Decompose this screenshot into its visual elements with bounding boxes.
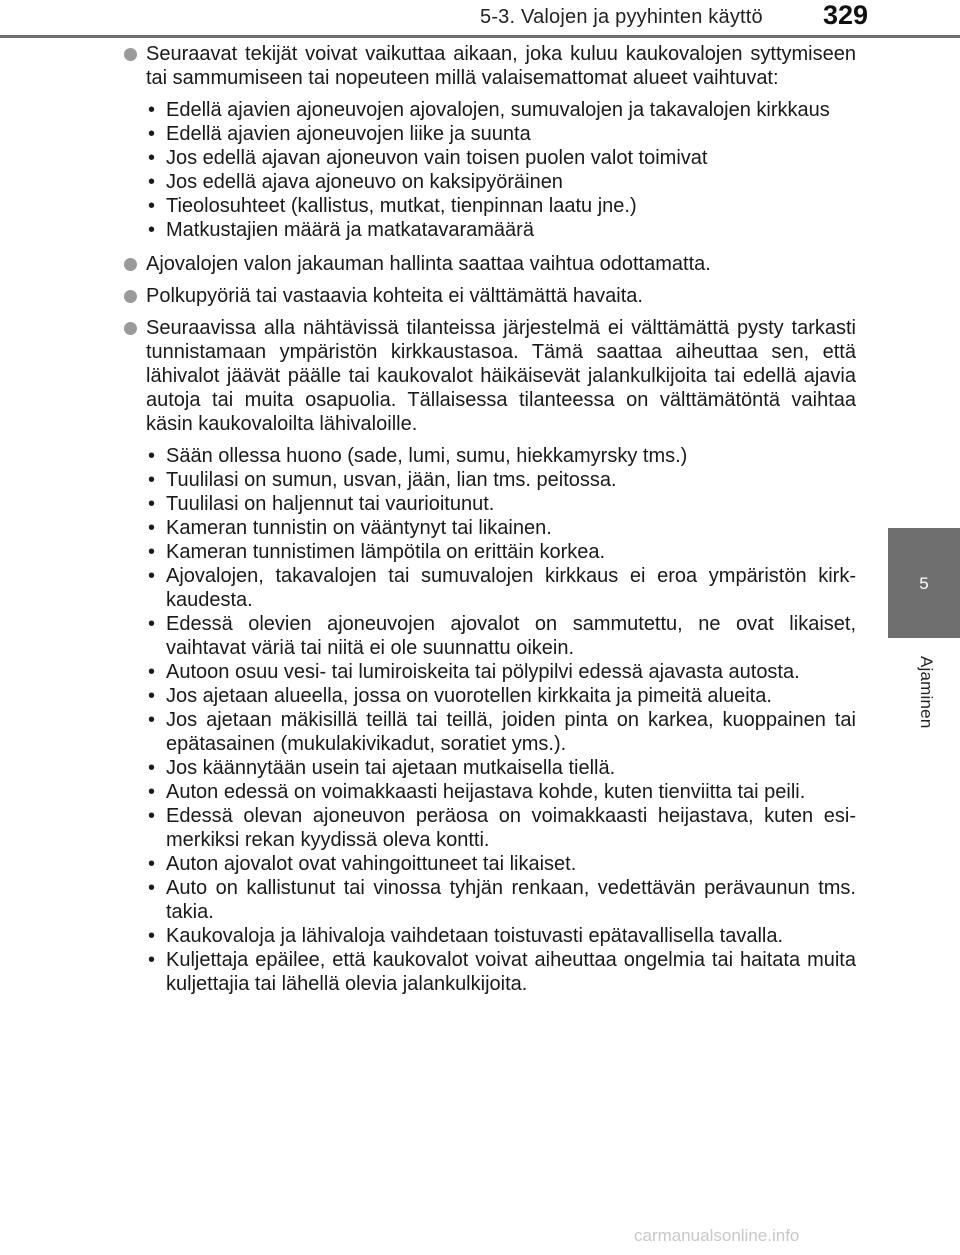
list-item — [146, 876, 856, 924]
bullet-dot-icon: • — [148, 541, 156, 563]
bullet-circle-icon — [124, 258, 137, 271]
bullet-dot-icon: • — [148, 925, 156, 947]
list-item-text: Jos edellä ajavan ajoneuvon vain toisen puolen valot toimivat — [166, 147, 708, 169]
list-item — [146, 444, 856, 468]
bullet-dot-icon: • — [148, 469, 156, 491]
bullet-dot-icon: • — [148, 949, 156, 971]
chapter-tab — [888, 528, 960, 638]
list-item-text: Jos käännytään usein tai ajetaan mutkaisella tiellä. — [166, 757, 616, 779]
page-number: 329 — [822, 0, 868, 30]
bullet-dot-icon: • — [148, 219, 156, 241]
bullet-dot-icon: • — [148, 877, 156, 899]
list-item — [146, 516, 856, 540]
list-item-text: Kameran tunnistimen lämpötila on erittäin korkea. — [166, 541, 606, 563]
header-divider — [0, 35, 960, 38]
list-item — [146, 780, 856, 804]
header-section-title: 5-3. Valojen ja pyyhinten käyttö — [480, 6, 763, 28]
bullet-circle-icon — [124, 48, 137, 61]
list-item-text: Edellä ajavien ajoneuvojen ajovalojen, sumuvalojen ja takavalojen kirkkaus — [166, 99, 830, 121]
paragraph-text: Seuraavat tekijät voivat vaikuttaa aikaan, joka kuluu kaukovalojen syttymiseen tai sammumiseen tai nopeuteen millä valaisemattomat alueet vaihtuvat: — [146, 43, 856, 89]
bullet-dot-icon: • — [148, 613, 156, 635]
page-content — [120, 42, 856, 1006]
bullet-dot-icon: • — [148, 661, 156, 683]
bullet-dot-icon: • — [148, 99, 156, 121]
list-item — [146, 684, 856, 708]
list-item — [146, 98, 856, 122]
bullet-dot-icon: • — [148, 123, 156, 145]
list-item — [146, 804, 856, 852]
list-item-text: Auton ajovalot ovat vahingoittuneet tai likaiset. — [166, 853, 577, 875]
list-item — [146, 564, 856, 612]
paragraph-bicycles — [120, 284, 856, 308]
list-item-text: Jos ajetaan mäkisillä teillä tai teillä, joiden pinta on karkea, kuoppainen tai epätasainen (mukulakivikadut, soratiet yms.). — [166, 709, 856, 755]
list-item — [146, 852, 856, 876]
list-item — [146, 660, 856, 684]
list-item-text: Jos edellä ajava ajoneuvo on kaksipyöräinen — [166, 171, 563, 193]
paragraph-text: Polkupyöriä tai vastaavia kohteita ei välttämättä havaita. — [146, 285, 643, 307]
list-item — [146, 146, 856, 170]
list-item-text: Autoon osuu vesi- tai lumiroiskeita tai pölypilvi edessä ajavasta autosta. — [166, 661, 800, 683]
list-item-text: Edessä olevan ajoneuvon peräosa on voimakkaasti heijastava, kuten esimerkiksi rekan kyydissä oleva kontti. — [166, 805, 856, 851]
list-item-text: Tuulilasi on haljennut tai vaurioitunut. — [166, 493, 495, 515]
bullet-dot-icon: • — [148, 781, 156, 803]
list-item — [146, 948, 856, 996]
list-item-text: Kuljettaja epäilee, että kaukovalot voivat aiheuttaa ongelmia tai haitata muita kuljettajia tai lähellä olevia jalankulkijoita. — [166, 949, 856, 995]
list-item-text: Tieolosuhteet (kallistus, mutkat, tienpinnan laatu jne.) — [166, 195, 637, 217]
bullet-dot-icon: • — [148, 195, 156, 217]
situations-list — [146, 444, 856, 996]
list-item — [146, 194, 856, 218]
list-item — [146, 468, 856, 492]
list-item-text: Tuulilasi on sumun, usvan, jään, lian tms. peitossa. — [166, 469, 617, 491]
list-item-text: Edessä olevien ajoneuvojen ajovalot on sammutettu, ne ovat likaiset, vaihtavat väriä tai niitä ei ole suunnattu oikein. — [166, 613, 856, 659]
bullet-dot-icon: • — [148, 147, 156, 169]
list-item — [146, 122, 856, 146]
bullet-dot-icon: • — [148, 853, 156, 875]
list-item-text: Sään ollessa huono (sade, lumi, sumu, hiekkamyrsky tms.) — [166, 445, 688, 467]
list-item-text: Edellä ajavien ajoneuvojen liike ja suunta — [166, 123, 531, 145]
list-item-text: Kaukovaloja ja lähivaloja vaihdetaan toistuvasti epätavallisella tavalla. — [166, 925, 784, 947]
bullet-dot-icon: • — [148, 493, 156, 515]
list-item — [146, 492, 856, 516]
list-item-text: Kameran tunnistin on vääntynyt tai likainen. — [166, 517, 552, 539]
bullet-dot-icon: • — [148, 517, 156, 539]
bullet-dot-icon: • — [148, 171, 156, 193]
chapter-number: 5 — [919, 574, 929, 593]
bullet-dot-icon: • — [148, 757, 156, 779]
bullet-dot-icon: • — [148, 805, 156, 827]
paragraph-text: Ajovalojen valon jakauman hallinta saattaa vaihtua odottamatta. — [146, 253, 711, 275]
list-item — [146, 924, 856, 948]
bullet-circle-icon — [124, 290, 137, 303]
list-item-text: Jos ajetaan alueella, jossa on vuorotellen kirkkaita ja pimeitä alueita. — [166, 685, 772, 707]
paragraph-text: Seuraavissa alla nähtävissä tilanteissa järjestelmä ei välttämättä pysty tarkasti tunnistamaan ympäristön kirkkaustasoa. Tämä saattaa aiheuttaa sen, että lähivalot jäävät päälle tai kaukovalot häikäisevät jalankulkijoita tai edellä ajavia autoja tai muita osapuolia. Tällaisessa tilanteessa on välttämätöntä vaihtaa käsin kaukovaloilta lähivaloille. — [146, 317, 856, 435]
list-item — [146, 540, 856, 564]
bullet-circle-icon — [124, 322, 137, 335]
list-item — [146, 756, 856, 780]
bullet-dot-icon: • — [148, 685, 156, 707]
list-item — [146, 612, 856, 660]
paragraph-response-factors — [120, 42, 856, 90]
list-item-text: Ajovalojen, takavalojen tai sumuvalojen kirkkaus ei eroa ympäristön kirkkaudesta. — [166, 565, 856, 611]
list-item — [146, 218, 856, 242]
bullet-dot-icon: • — [148, 565, 156, 587]
list-item-text: Matkustajien määrä ja matkatavaramäärä — [166, 219, 534, 241]
list-item-text: Auton edessä on voimakkaasti heijastava kohde, kuten tienviitta tai peili. — [166, 781, 806, 803]
paragraph-distribution — [120, 252, 856, 276]
bullet-dot-icon: • — [148, 445, 156, 467]
list-item-text: Auto on kallistunut tai vinossa tyhjän renkaan, vedettävän perävaunun tms. takia. — [166, 877, 856, 923]
chapter-label: Ajaminen — [917, 656, 936, 729]
list-item — [146, 170, 856, 194]
factors-list — [146, 98, 856, 242]
paragraph-situations — [120, 316, 856, 436]
watermark-link[interactable]: carmanualsonline.info — [634, 1226, 800, 1245]
bullet-dot-icon: • — [148, 709, 156, 731]
list-item — [146, 708, 856, 756]
